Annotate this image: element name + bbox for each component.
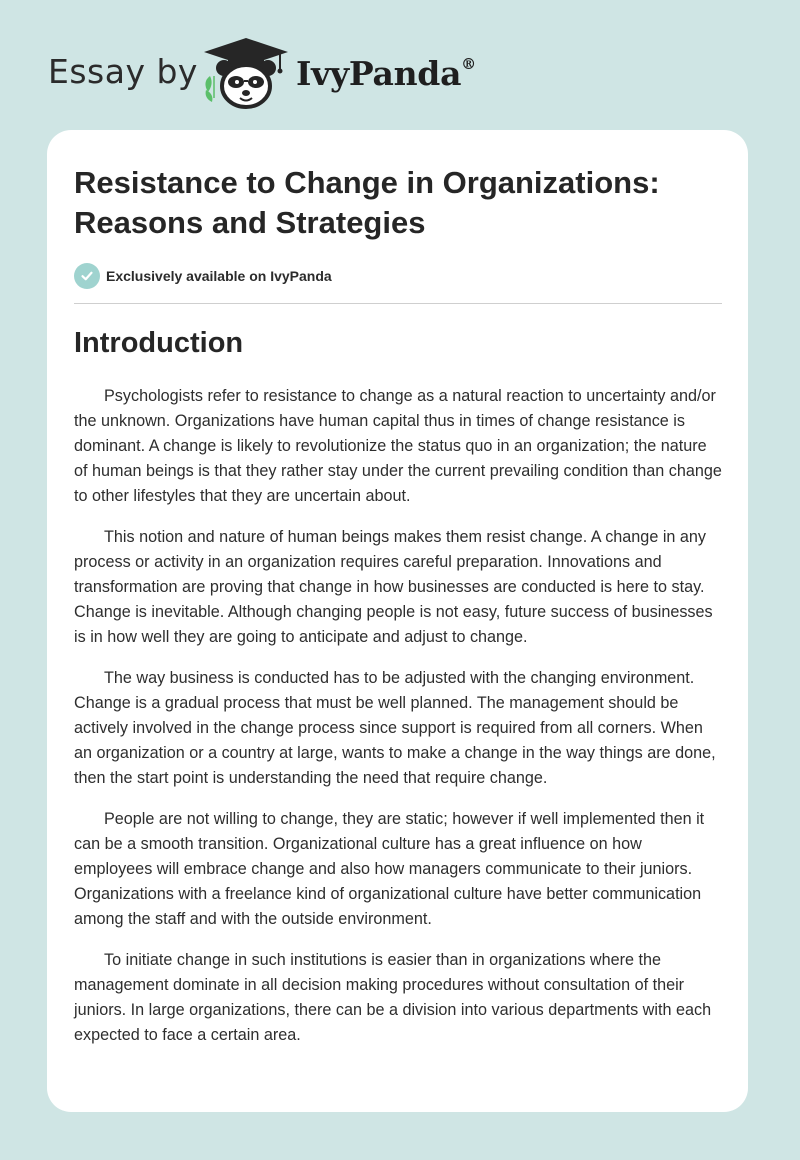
essay-body [74, 384, 724, 1064]
paragraph: To initiate change in such institutions is easier than in organizations where the management dominate in all decision making procedures without consultation of their juniors. In large organizations, there can be a division into various departments with each expected to face a certain area. [74, 951, 712, 1044]
paragraph: The way business is conducted has to be adjusted with the changing environment. Change is a gradual process that must be well planned. The management should be actively involved in the change process since support is required from all corners. When an organization or a country at large, wants to make a change in the way things are done, then the start point is understanding the need that require change. [74, 669, 716, 787]
brand-name[interactable] [296, 54, 476, 93]
exclusive-badge [74, 263, 332, 289]
paragraph: This notion and nature of human beings makes them resist change. A change in any process or activity in an organization requires careful preparation. Innovations and transformation are proving that change in how businesses are conducted is here to stay. Change is inevitable. Although changing people is not easy, future success of businesses is in how well they are going to anticipate and adjust to change. [74, 528, 713, 646]
brand-name-text: IvyPanda [296, 54, 462, 93]
panda-graduate-icon [200, 36, 292, 110]
paragraph: Psychologists refer to resistance to change as a natural reaction to uncertainty and/or the unknown. Organizations have human capital thus in times of change resistance is dominant. A change is likely to revolutionize the status quo in an organization; the nature of human beings is that they rather stay under the current prevailing condition than change to other lifestyles that they are uncertain about. [74, 387, 722, 505]
title-divider [74, 303, 722, 304]
exclusive-badge-label: Exclusively available on IvyPanda [106, 268, 332, 284]
essay-card [47, 130, 748, 1112]
check-circle-icon [74, 263, 100, 289]
essay-by-label: Essay by [48, 52, 198, 91]
site-header [0, 0, 800, 125]
essay-title: Resistance to Change in Organizations: Reasons and Strategies [74, 165, 660, 240]
section-heading-introduction: Introduction [74, 327, 244, 359]
registered-mark: ® [461, 55, 476, 73]
paragraph: People are not willing to change, they are static; however if well implemented then it can be a smooth transition. Organizational culture has a great influence on how employees will embrace change and also how managers communicate to their juniors. Organizations with a freelance kind of organizational culture have better communication among the staff and with the outside environment. [74, 810, 705, 928]
